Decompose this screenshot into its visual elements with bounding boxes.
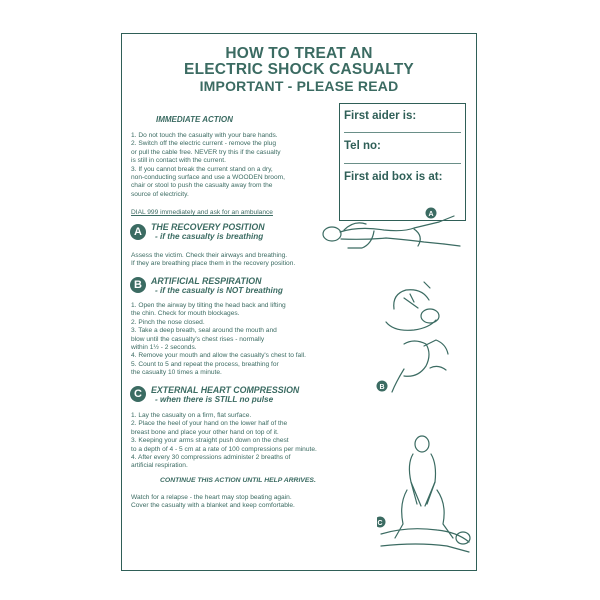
divider: [344, 132, 461, 133]
divider: [344, 163, 461, 164]
illustration-b-label: B: [379, 384, 385, 391]
artificial-respiration-text: 1. Open the airway by tilting the head back and lifting the chin. Check for mouth blockages. 2. Pinch the nose closed. 3. Take a deep breath, seal around the mouth and blow until the casualty's chest rises - normally within 1½ - 2 seconds. 4. Remove your mouth and allow the casualty's chest to fall. 5. Count to 5 and repeat the process, breathing for the casualty 10 times a minute.: [131, 302, 306, 377]
first-aider-label: First aider is:: [344, 110, 417, 122]
title-line-2: ELECTRIC SHOCK CASUALTY: [184, 61, 414, 78]
heart-compression-illustration: [377, 434, 477, 564]
section-b-badge: B: [130, 277, 146, 293]
footer-text: Watch for a relapse - the heart may stop beating again. Cover the casualty with a blanket and keep comfortable.: [131, 494, 295, 510]
heart-compression-text: 1. Lay the casualty on a firm, flat surface. 2. Place the heel of your hand on the lower half of the breast bone and place your other hand on top of it. 3. Keeping your arms straight push down on the chest to a depth of 4 - 5 cm at a rate of 100 compressions per minute. 4. After every 30 compressions administer 2 breaths of artificial respiration.: [131, 412, 317, 470]
illustration-a-label: A: [428, 211, 434, 218]
continue-action-text: CONTINUE THIS ACTION UNTIL HELP ARRIVES.: [160, 477, 316, 484]
tel-no-label: Tel no:: [344, 140, 381, 152]
immediate-action-heading: IMMEDIATE ACTION: [156, 115, 233, 124]
artificial-respiration-subheading: - if the casualty is NOT breathing: [155, 286, 283, 295]
recovery-position-heading: THE RECOVERY POSITION: [151, 222, 265, 232]
illustration-c-label: C: [377, 520, 383, 527]
heart-compression-heading: EXTERNAL HEART COMPRESSION: [151, 385, 300, 395]
heart-compression-subheading: - when there is STILL no pulse: [155, 395, 274, 404]
artificial-respiration-heading: ARTIFICIAL RESPIRATION: [151, 276, 262, 286]
section-c-badge: C: [130, 386, 146, 402]
section-a-badge: A: [130, 224, 146, 240]
recovery-position-text: Assess the victim. Check their airways and breathing. If they are breathing place them in the recovery position.: [131, 252, 296, 268]
title-line-1: HOW TO TREAT AN: [225, 45, 373, 62]
dial-999-text: DIAL 999 immediately and ask for an ambulance: [131, 209, 273, 216]
recovery-position-illustration: [314, 204, 474, 254]
artificial-respiration-illustration: [374, 274, 474, 394]
first-aid-box-label: First aid box is at:: [344, 171, 443, 183]
first-aid-sign: [121, 33, 477, 571]
recovery-position-subheading: - if the casualty is breathing: [155, 232, 264, 241]
immediate-action-text: 1. Do not touch the casualty with your bare hands. 2. Switch off the electric current - remove the plug or pull the cable free. NEVER try this if the casualty is still in contact with the current. 3. If you cannot break the current stand on a dry, non-conducting surface and use a WOODEN broom, chair or stool to push the casualty away from the source of electricity.: [131, 132, 285, 198]
title-line-3: IMPORTANT - PLEASE READ: [199, 78, 399, 94]
